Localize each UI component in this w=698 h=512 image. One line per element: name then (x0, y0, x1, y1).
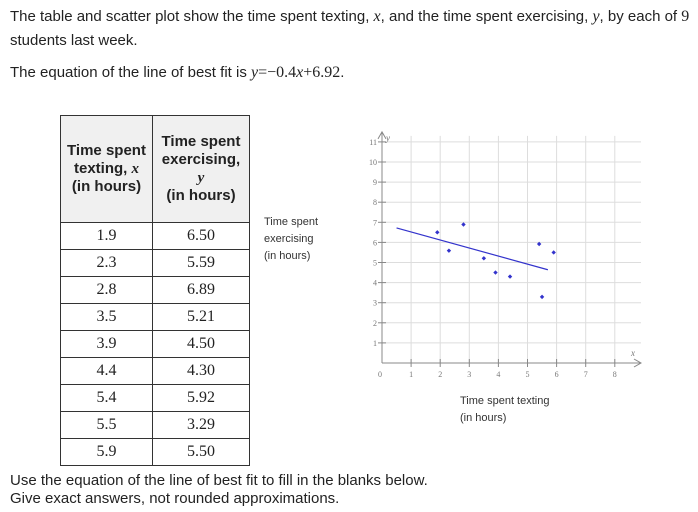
x-axis-label: (in hours) (460, 412, 507, 424)
y-axis-label: exercising (264, 233, 314, 245)
cell-exercising: 3.29 (153, 412, 250, 439)
table-row (61, 412, 250, 439)
cell-texting: 2.8 (61, 277, 153, 304)
data-table (60, 115, 250, 466)
x-axis-label: Time spent texting (460, 395, 550, 407)
cell-texting: 3.9 (61, 331, 153, 358)
header-exercising-label: Time spent exercising, (161, 133, 241, 168)
table-row (61, 277, 250, 304)
data-point (508, 274, 512, 278)
best-fit-line (397, 228, 548, 270)
cell-exercising: 5.21 (153, 304, 250, 331)
y-axis-variable: y (386, 132, 390, 143)
y-tick-label: 10 (369, 158, 377, 167)
data-point (493, 270, 497, 274)
origin-label: 0 (378, 370, 382, 379)
y-tick-label: 2 (373, 318, 377, 328)
table-row (61, 385, 250, 412)
data-point (540, 295, 544, 299)
cell-exercising: 5.50 (153, 439, 250, 466)
cell-texting: 3.5 (61, 304, 153, 331)
problem-intro (10, 5, 690, 53)
intro-student-count: 9 (681, 8, 690, 25)
cell-exercising: 4.50 (153, 331, 250, 358)
x-tick-label: 6 (554, 370, 559, 379)
header-texting (61, 116, 153, 223)
x-tick-label: 4 (496, 370, 501, 379)
x-axis-variable: x (630, 348, 635, 358)
y-tick-label: 6 (373, 238, 377, 248)
data-point (447, 248, 451, 252)
table-header-row (61, 116, 250, 223)
equation-x: x (296, 64, 304, 81)
cell-exercising: 4.30 (153, 358, 250, 385)
x-tick-label: 7 (583, 370, 588, 379)
instructions-line-1: Use the equation of the line of best fit to fill in the blanks below. (10, 472, 428, 489)
y-tick-label: 9 (373, 178, 377, 188)
cell-texting: 5.4 (61, 385, 153, 412)
cell-texting: 5.5 (61, 412, 153, 439)
table-row (61, 358, 250, 385)
table-body (61, 223, 250, 466)
y-axis-label: Time spent (264, 216, 319, 228)
y-tick-label: 11 (369, 137, 377, 147)
instructions (10, 472, 428, 508)
intro-x-variable: x (373, 8, 381, 25)
cell-exercising: 6.50 (153, 223, 250, 250)
scatter-plot (255, 130, 675, 435)
data-point (461, 222, 465, 226)
intro-text-2: , and the time spent exercising, (380, 8, 593, 25)
y-tick-label: 7 (373, 218, 377, 228)
header-texting-var: x (131, 161, 139, 177)
data-point (551, 250, 555, 254)
intro-text-1: The table and scatter plot show the time spent texting, (10, 8, 374, 25)
table-row (61, 304, 250, 331)
y-tick-label: 5 (373, 258, 377, 268)
equation-slope: =−0.4 (258, 64, 297, 81)
equation-prefix: The equation of the line of best fit is (10, 64, 251, 81)
x-tick-label: 1 (409, 370, 414, 379)
cell-texting: 2.3 (61, 250, 153, 277)
header-exercising (153, 116, 250, 223)
equation-intercept: +6.92 (303, 64, 341, 81)
table-row (61, 250, 250, 277)
header-exercising-var: y (197, 170, 205, 186)
y-tick-label: 3 (373, 298, 377, 308)
header-texting-unit: (in hours) (71, 178, 142, 195)
instructions-line-2: Give exact answers, not rounded approximations. (10, 490, 340, 507)
intro-y-variable: y (592, 8, 600, 25)
intro-text-4: students last week. (10, 32, 138, 49)
header-exercising-unit: (in hours) (166, 187, 236, 204)
data-point (435, 230, 439, 234)
y-axis-label: (in hours) (264, 250, 311, 262)
y-tick-label: 1 (373, 338, 377, 348)
best-fit-equation (10, 64, 344, 82)
x-tick-label: 8 (612, 370, 617, 379)
y-tick-label: 8 (373, 198, 377, 208)
cell-exercising: 6.89 (153, 277, 250, 304)
data-point (482, 256, 486, 260)
intro-text-3: , by each of (599, 8, 682, 25)
cell-exercising: 5.59 (153, 250, 250, 277)
cell-texting: 1.9 (61, 223, 153, 250)
cell-texting: 4.4 (61, 358, 153, 385)
table-row (61, 331, 250, 358)
cell-texting: 5.9 (61, 439, 153, 466)
equation-y: y (250, 64, 259, 81)
table-row (61, 223, 250, 250)
table-row (61, 439, 250, 466)
x-tick-label: 5 (525, 370, 530, 379)
x-tick-label: 3 (467, 370, 472, 379)
x-tick-label: 2 (438, 370, 443, 379)
y-tick-label: 4 (373, 278, 377, 288)
header-texting-label: Time spent texting, (67, 142, 146, 177)
equation-period: . (340, 64, 345, 81)
cell-exercising: 5.92 (153, 385, 250, 412)
